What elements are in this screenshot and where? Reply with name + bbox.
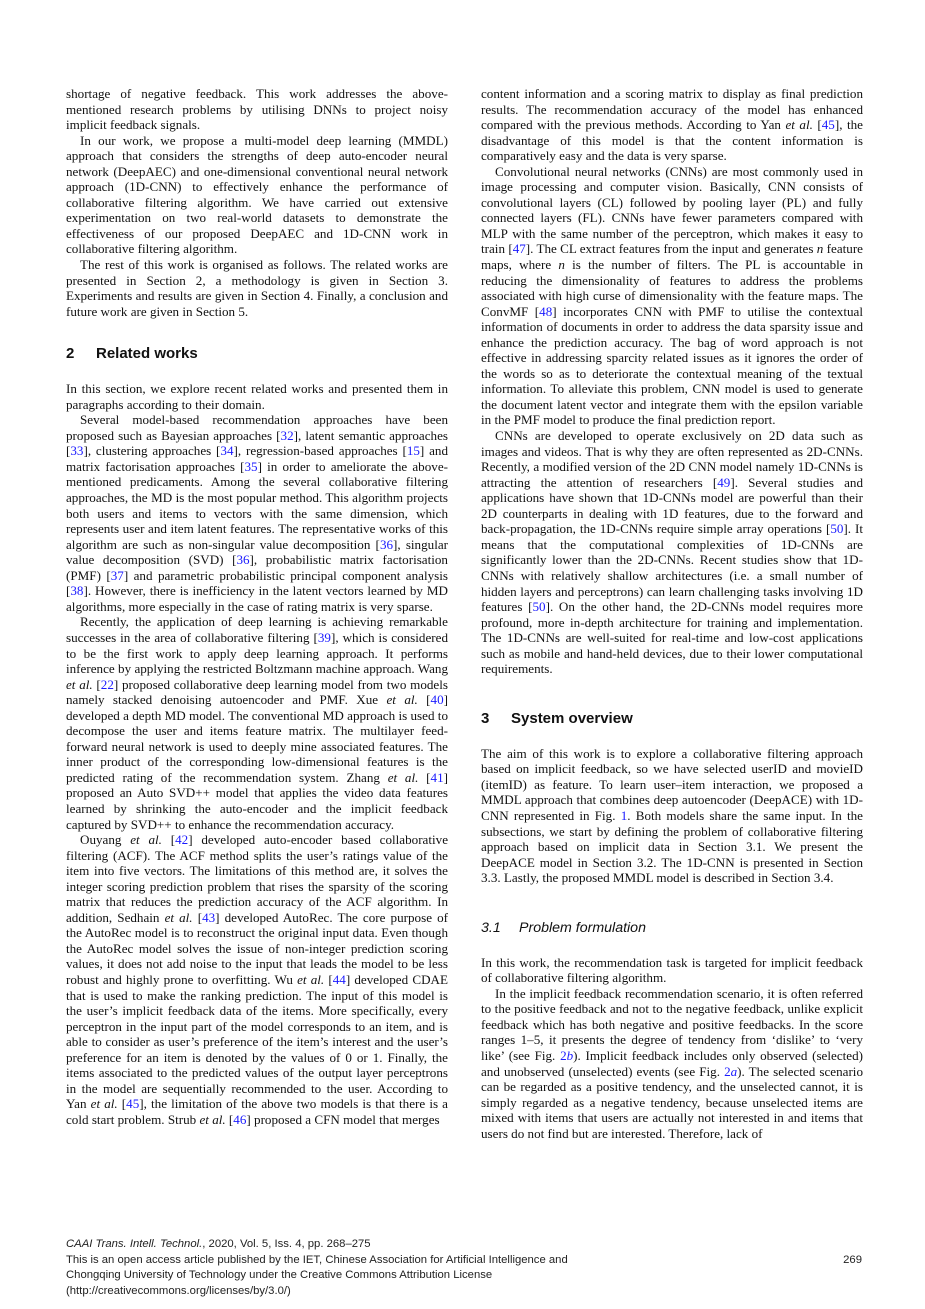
citation-link[interactable]: 47: [512, 241, 526, 257]
section-number: 2: [66, 345, 75, 363]
text-run: ]. On the other hand, the 2D-CNNs model requires more profound, more in-depth architecture for training and implementation. The 1D-CNNs are well-suited for real-time and low-cost applications such as mobile and hand-held devices, due to their lower computational requirements.: [481, 599, 863, 677]
license-line: Chongqing University of Technology under the Creative Commons Attribution License: [66, 1269, 493, 1281]
page-number: 269: [843, 1253, 862, 1266]
related-works-paragraph-model-based: [66, 412, 448, 614]
text-run: [: [161, 832, 176, 848]
text-run: ], the disadvantage of this model is that the content information is comparatively easy and the data is very sparse.: [481, 117, 863, 164]
figure-number: 2: [724, 1063, 731, 1079]
related-works-paragraph-1d-cnn: [481, 428, 863, 677]
text-run: ] developed auto-encoder based collaborative filtering (ACF). The ACF method splits the user’s ratings value of the item into five vectors. The limitations of this method are, it solves the integer scoring prediction problem that rises the sparsity of the scoring matrix that reduces the prediction accuracy of the ACF algorithm. In addition, Sedhain: [66, 832, 449, 925]
citation-link[interactable]: 44: [332, 971, 346, 987]
text-run: ]. Several studies and applications have shown that 1D-CNNs model are powerful than their 2D counterparts in dealing with 1D features, due to the forward and back-propagation, the 1D-CNNs require simple array operations [: [481, 474, 863, 537]
figure-number: 2: [560, 1047, 567, 1063]
text-run: [: [324, 971, 333, 987]
text-run: ] and matrix factorisation approaches [: [66, 443, 448, 474]
citation-link[interactable]: 41: [430, 769, 444, 785]
et-al: et al.: [199, 1111, 226, 1127]
citation-link[interactable]: 38: [70, 583, 84, 599]
citation-link[interactable]: 32: [280, 427, 294, 443]
text-run: ). Implicit feedback includes only observed (selected) and unobserved (unselected) events (see Fig.: [481, 1047, 863, 1079]
citation-link[interactable]: 45: [126, 1096, 140, 1112]
text-run: In the implicit feedback recommendation scenario, it is often referred to the positive feedback and not to the negative feedback, unlike explicit feedback which has both negative and positive feedbacks. In the score ranges 1–5, it presents the degree of tendency from ‘dislike’ to ‘very like’ (see Fig.: [481, 985, 863, 1063]
et-al: et al.: [66, 676, 93, 692]
et-al: et al.: [386, 692, 418, 708]
left-column: [66, 86, 448, 1127]
text-run: ], the limitation of the above two models is that there is a cold start problem. Strub: [66, 1096, 448, 1127]
text-run: content information and a scoring matrix to display as final prediction results. The recommendation accuracy of the model has enhanced compared with the previous methods. According to Yan: [481, 86, 863, 133]
text-run: [: [417, 692, 431, 708]
section-heading-system-overview: [481, 710, 863, 728]
citation-link[interactable]: 46: [233, 1111, 247, 1127]
related-works-paragraph-autoencoder: [66, 832, 448, 1127]
figure-link[interactable]: [724, 1064, 737, 1079]
citation-link[interactable]: 22: [100, 676, 114, 692]
text-run: ] proposed a CFN model that merges: [246, 1111, 440, 1127]
journal-name: CAAI Trans. Intell. Technol.: [66, 1238, 203, 1250]
text-run: [: [812, 117, 822, 133]
et-al: et al.: [785, 117, 813, 133]
text-run: [: [92, 676, 101, 692]
citation-link[interactable]: 37: [110, 567, 124, 583]
license-line: This is an open access article published by the IET, Chinese Association for Artificial Intelligence and: [66, 1253, 568, 1266]
citation-link[interactable]: 45: [821, 117, 835, 133]
math-variable-n: n: [816, 241, 824, 257]
citation-link[interactable]: 15: [406, 443, 420, 459]
text-run: ], regression-based approaches [: [233, 443, 407, 459]
citation-link[interactable]: 48: [539, 303, 553, 319]
et-al: et al.: [297, 971, 325, 987]
problem-formulation-intro: In this work, the recommendation task is targeted for implicit feedback of collaborative filtering algorithm.: [481, 954, 863, 986]
text-run: ]. It means that the computational complexities of 1D-CNNs are significantly lower than the 2D-CNNs. Recent studies show that 1D-CNNs with relatively shallow architectures (i.e. a small number of hidden layers and perceptrons) can learn challenging tasks involving 1D features [: [481, 521, 863, 615]
intro-paragraph-outline: The rest of this work is organised as follows. The related works are presented in Section 2, a methodology is given in Section 3. Experiments and results are given in Section 4. Finally, a conclusion and future work are given in Section 5.: [66, 257, 448, 319]
text-run: ] proposed collaborative deep learning model from two models namely stacked denoising autoencoder and PMF. Xue: [66, 676, 448, 708]
text-run: CNNs are developed to operate exclusively on 2D data such as images and videos. That is why they are often represented as 2D-CNNs. Recently, a modified version of the 2D CNN model namely 1D-CNNs is attracting the attention of researchers [: [481, 428, 863, 490]
citation-link[interactable]: 43: [202, 909, 216, 925]
text-run: ], latent semantic approaches [: [66, 427, 448, 459]
citation-link[interactable]: 33: [70, 443, 84, 459]
related-works-paragraph-cfn-continued: [481, 86, 863, 164]
text-run: ] incorporates CNN with PMF to utilise the contextual information of documents in order to address the data sparsity issue and enhance the prediction accuracy. The bag of word approach is not effective in addressing sparcity related issues as it ignores the order of the words so as to deteriorate the contextual meaning of the textual information. To alleviate this problem, CNN model is used to generate the document latent vector and integrate them with the epsilon variable in the PMF model to produce the final prediction report.: [481, 303, 863, 428]
section-title: Related works: [96, 345, 198, 363]
et-al: et al.: [387, 769, 419, 785]
subsection-heading-problem-formulation: [481, 920, 863, 937]
citation-link[interactable]: 49: [717, 474, 731, 490]
text-run: ], probabilistic matrix factorisation (PMF) [: [66, 552, 448, 583]
text-run: ], singular value decomposition (SVD) [: [66, 536, 449, 568]
text-run: ], clustering approaches [: [83, 443, 221, 459]
figure-link[interactable]: [560, 1048, 573, 1063]
text-run: ] and parametric probabilistic principal component analysis [: [66, 567, 448, 599]
right-column: [481, 86, 863, 1141]
text-run: ]. The CL extract features from the input and generates: [525, 241, 817, 257]
text-run: [: [192, 909, 203, 925]
section-title: System overview: [511, 709, 633, 727]
text-run: feature maps, where: [481, 241, 863, 273]
text-run: [: [225, 1111, 234, 1127]
problem-formulation-paragraph: [481, 986, 863, 1141]
et-al: et al.: [130, 832, 162, 848]
figure-panel-letter: a: [730, 1063, 738, 1079]
text-run: ]. However, there is inefficiency in the latent vectors learned by MD algorithms, more especially in the case of rating matrix is very sparse.: [66, 583, 448, 614]
license-url[interactable]: (http://creativecommons.org/licenses/by/3.0/): [66, 1284, 291, 1297]
text-run: [: [418, 769, 431, 785]
citation-link[interactable]: 42: [175, 832, 189, 848]
text-run: ] proposed an Auto SVD++ model that applies the video data features learned by shrinking the auto-encoder and the implicit feedback captured by SVD++ to enhance the recommendation accuracy.: [66, 769, 448, 832]
text-run: Ouyang: [80, 832, 131, 848]
citation-details: , 2020, Vol. 5, Iss. 4, pp. 268–275: [202, 1238, 371, 1250]
related-works-paragraph-deep-learning: [66, 614, 448, 832]
citation-link[interactable]: 39: [317, 629, 331, 645]
text-run: ] developed CDAE that is used to make the ranking prediction. The input of this model is the user’s implicit feedback data of the items. More specifically, every perceptron in the input part of the model corresponds to an item, and is able to consider as user’s preference of the item’s interest and the user’s preference for an item is denoted by the values of 0 or 1. Finally, the items associated to the predicted values of the output layer perceptrons in the model are sequentially recommended to the user. According to Yan: [66, 971, 448, 1112]
text-run: Recently, the application of deep learning is achieving remarkable successes in the area of collaborative filtering [: [66, 614, 448, 645]
citation-link[interactable]: 34: [220, 443, 234, 459]
figure-panel-letter: b: [566, 1047, 574, 1063]
text-run: The aim of this work is to explore a collaborative filtering approach based on implicit feedback, so we have selected userID and movieID (itemID) as feature. To learn user–item interaction, we proposed a MMDL approach that combines deep autoencoder (DeepACE) with 1D-CNN represented in Fig.: [481, 745, 863, 823]
text-run: ] developed a depth MD model. The conventional MD approach is used to decompose the user and items feature matrix. The multilayer feed-forward neural network is used to deeply mine associated features. The inner product of the corresponding low-dimensional features is the predicted rating of the recommendation system. Zhang: [66, 692, 449, 785]
citation-link[interactable]: 36: [379, 536, 394, 552]
text-run: Several model-based recommendation approaches have been proposed such as Bayesian approaches [: [66, 412, 448, 443]
page-footer: [66, 1237, 862, 1299]
citation-link[interactable]: 40: [430, 692, 444, 708]
figure-link[interactable]: 1: [620, 807, 628, 823]
subsection-number: 3.1: [481, 919, 501, 936]
intro-paragraph-mmdl: In our work, we propose a multi-model deep learning (MMDL) approach that considers the strengths of deep auto-encoder neural network (DeepAEC) and one-dimensional conventional neural network approach (1D-CNN) to effectively enhance the performance of collaborative filtering algorithm. We have carried out extensive experimentation on two real-world datasets to demonstrate the effectiveness of our proposed DeepAEC and 1D-CNN work in collaborative filtering algorithm.: [66, 132, 448, 257]
system-overview-paragraph: [481, 746, 863, 886]
citation-link[interactable]: 36: [236, 552, 250, 568]
math-variable-n: n: [558, 257, 565, 273]
related-works-paragraph-cnn: [481, 164, 863, 428]
text-run: ). The selected scenario can be regarded as a positive tendency, and the unselected cannot, it is simply regarded as a negative tendency, because unselected items are mixed with items that users are actually not interested in and items that users do not find but are interested. Therefore, lack of: [481, 1063, 863, 1141]
text-run: [: [117, 1096, 127, 1112]
citation-link[interactable]: 50: [532, 599, 546, 615]
intro-paragraph-continued: shortage of negative feedback. This work addresses the above-mentioned research problems by utilising DNNs to project noisy implicit feedback signals.: [66, 86, 448, 133]
text-run: ] in order to ameliorate the above-mentioned predicaments. Among the several collaborative filtering approaches, the MD is the most popular method. This algorithm projects both users and items to vectors with the same dimension, which represents user and item latent features. The representative works of this algorithm are such as non-singular value decomposition [: [66, 458, 448, 552]
related-works-intro: In this section, we explore recent related works and presented them in paragraphs according to their domain.: [66, 381, 448, 412]
et-al: et al.: [164, 909, 193, 925]
et-al: et al.: [90, 1096, 118, 1112]
text-run: . Both models share the same input. In the subsections, we start by defining the problem of collaborative filtering approach based on implicit data in Section 3.1. We present the DeepACE model in Section 3.2. The 1D-CNN is presented in Section 3.3. Lastly, the proposed MMDL model is described in Section 3.4.: [481, 807, 863, 886]
text-run: is the number of filters. The PL is accountable in reducing the dimensionality of features to address the problems associated with high curse of dimensionality with the feature maps. The ConvMF [: [481, 257, 863, 319]
text-run: ] developed AutoRec. The core purpose of the AutoRec model is to reconstruct the original input data. Even though the AutoRec model solves the issue of non-integer prediction scoring values, it does not add noise to the input that leads the model to be less robust and highly prone to overfitting. Wu: [66, 909, 449, 987]
citation-link[interactable]: 50: [830, 521, 844, 537]
section-number: 3: [481, 709, 490, 727]
subsection-title: Problem formulation: [519, 919, 646, 936]
text-run: Convolutional neural networks (CNNs) are most commonly used in image processing and computer vision. Basically, CNN consists of convolutional layers (CL) followed by pooling layer (PL) and fully connected layers (FL). CNNs have fewer parameters compared with MLP with the same number of the perceptron, which makes it easy to train [: [481, 163, 863, 257]
journal-citation: [66, 1237, 862, 1253]
text-run: ], which is considered to be the first work to apply deep learning approach. It performs inference by applying the restricted Boltzmann machine approach. Wang: [66, 629, 448, 677]
section-heading-related-works: [66, 345, 448, 363]
citation-link[interactable]: 35: [244, 458, 258, 474]
